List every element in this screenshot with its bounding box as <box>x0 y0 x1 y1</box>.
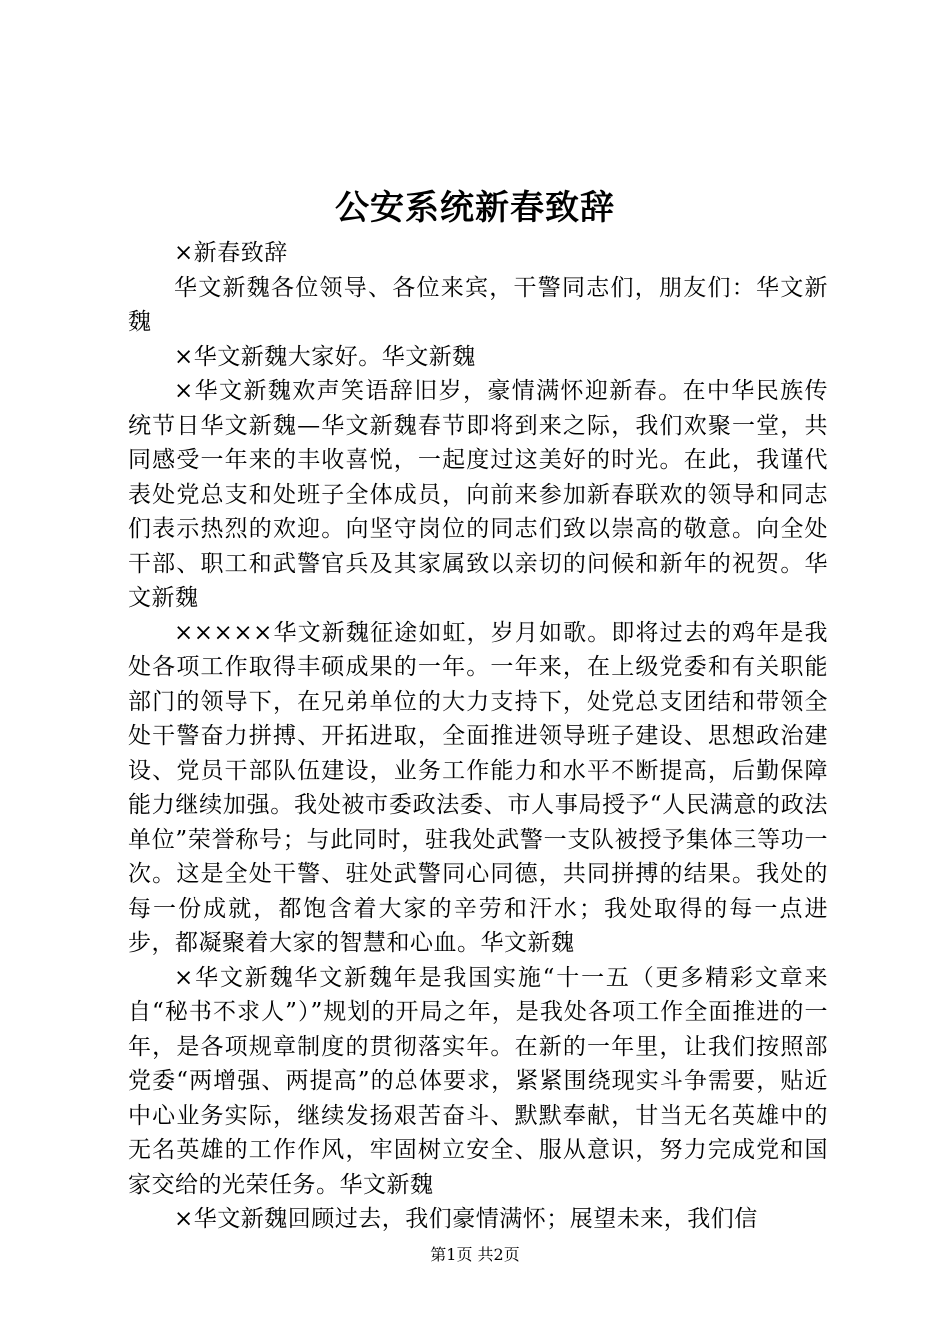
document-title: 公安系统新春致辞 <box>335 188 615 228</box>
paragraph: ×华文新魏华文新魏年是我国实施“十一五（更多精彩文章来自“秘书不求人”）”规划的开局之年，是我处各项工作全面推进的一年，是各项规章制度的贯彻落实年。在新的一年里，让我们按照部党委“两增强、两提高”的总体要求，紧紧围绕现实斗争需要，贴近中心业务实际，继续发扬艰苦奋斗、默默奉献，甘当无名英雄中的无名英雄的工作作风，牢固树立安全、服从意识，努力完成党和国家交给的光荣任务。华文新魏 <box>128 964 828 1198</box>
paragraph: ×华文新魏大家好。华文新魏 <box>174 343 476 370</box>
paragraph: 华文新魏各位领导、各位来宾，干警同志们，朋友们：华文新魏 <box>128 274 828 335</box>
page-footer: 第1页 共2页 <box>430 1245 520 1264</box>
paragraph: ×××××华文新魏征途如虹，岁月如歌。即将过去的鸡年是我处各项工作取得丰硕成果的一年。一年来，在上级党委和有关职能部门的领导下，在兄弟单位的大力支持下，处党总支团结和带领全处干警奋力拼搏、开拓进取，全面推进领导班子建设、思想政治建设、党员干部队伍建设，业务工作能力和水平不断提高，后勤保障能力继续加强。我处被市委政法委、市人事局授予“人民满意的政法单位”荣誉称号；与此同时，驻我处武警一支队被授予集体三等功一次。这是全处干警、驻处武警同心同德，共同拼搏的结果。我处的每一份成就，都饱含着大家的辛劳和汗水；我处取得的每一点进步，都凝聚着大家的智慧和心血。华文新魏 <box>128 619 828 956</box>
paragraph: ×华文新魏欢声笑语辞旧岁，豪情满怀迎新春。在中华民族传统节日华文新魏—华文新魏春节即将到来之际，我们欢聚一堂，共同感受一年来的丰收喜悦，一起度过这美好的时光。在此，我谨代表处党总支和处班子全体成员，向前来参加新春联欢的领导和同志们表示热烈的欢迎。向坚守岗位的同志们致以崇高的敬意。向全处干部、职工和武警官兵及其家属致以亲切的问候和新年的祝贺。华文新魏 <box>128 378 828 611</box>
document-body <box>128 236 828 1237</box>
paragraph: ×华文新魏回顾过去，我们豪情满怀；展望未来，我们信 <box>174 1206 758 1232</box>
paragraph: ×新春致辞 <box>174 240 288 266</box>
